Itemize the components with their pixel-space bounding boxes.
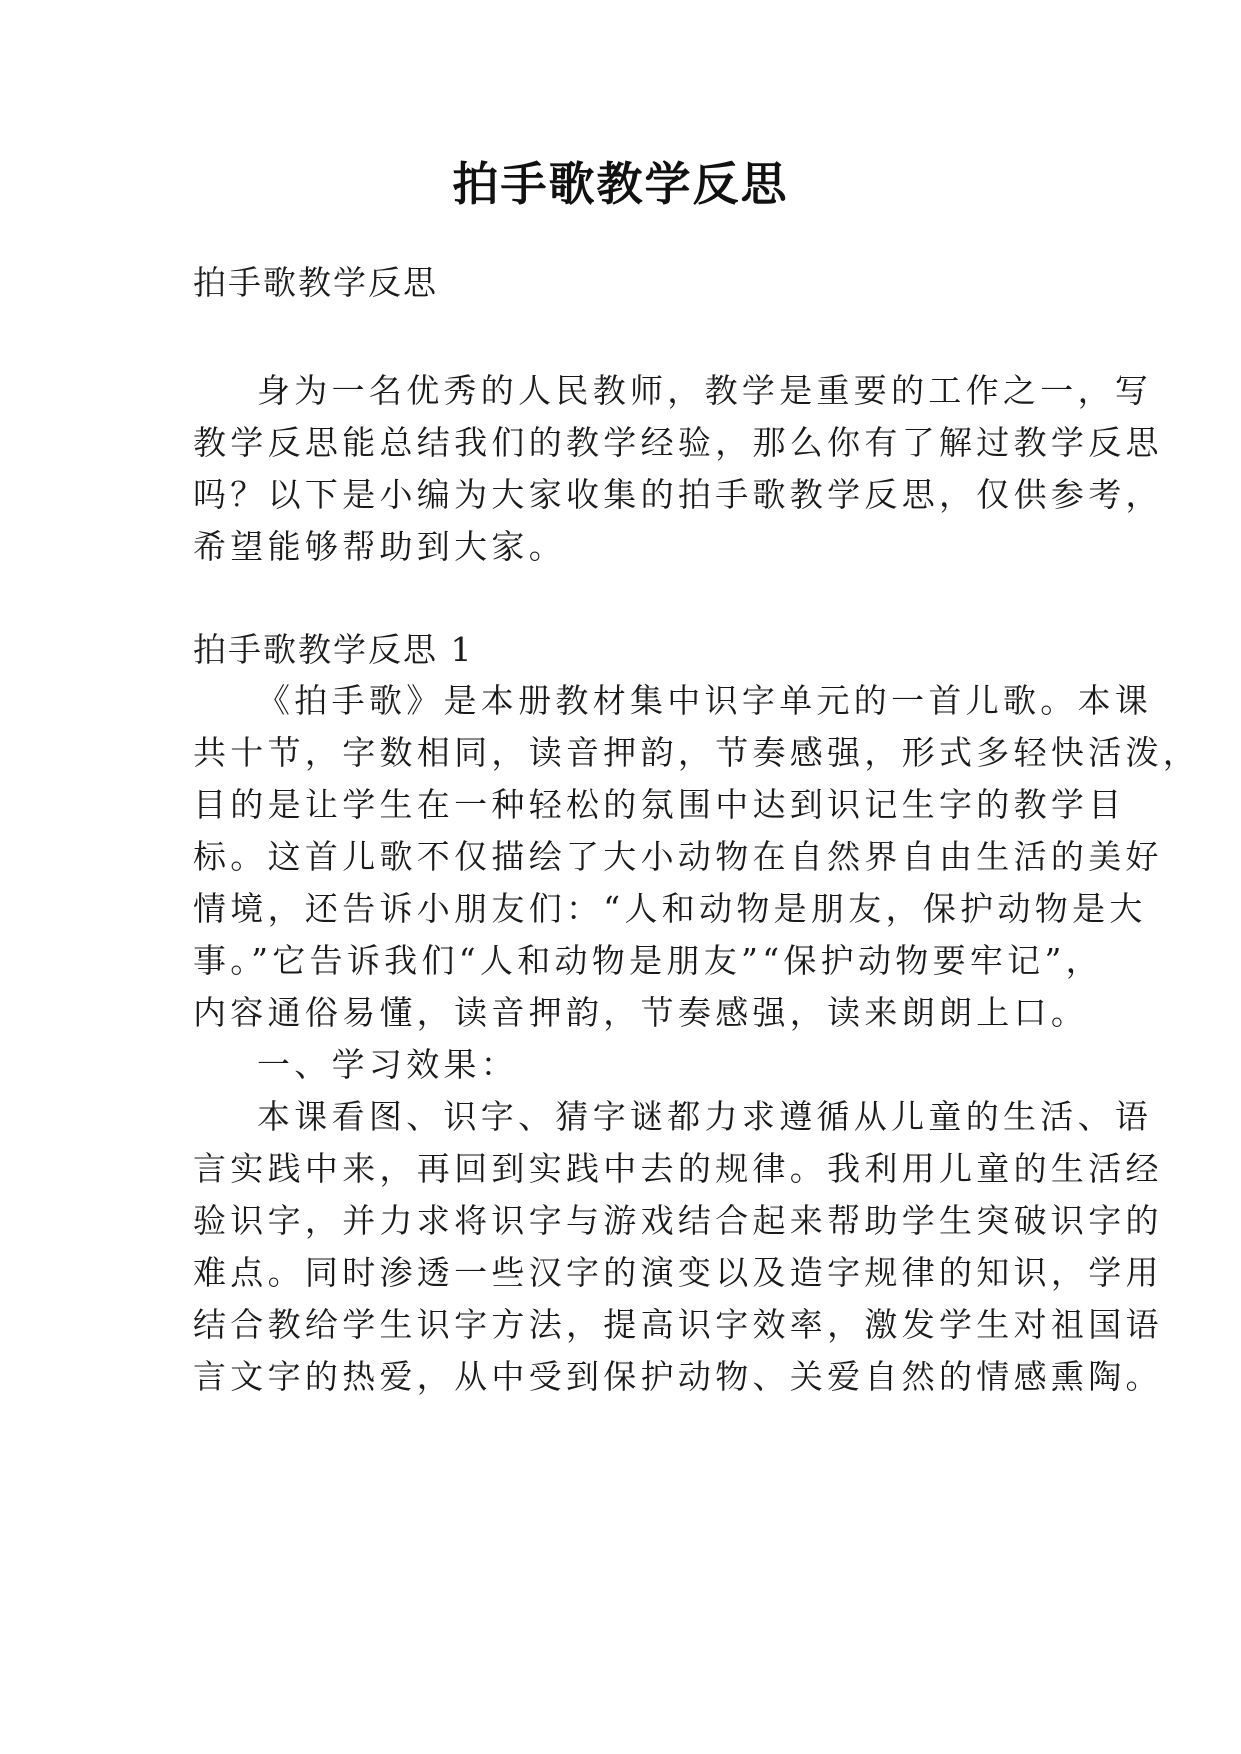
paragraph-line: 标。这首儿歌不仅描绘了大小动物在自然界自由生活的美好 (193, 837, 1163, 876)
intro-line: 吗？以下是小编为大家收集的拍手歌教学反思，仅供参考， (193, 475, 1163, 514)
paragraph-line: 本课看图、识字、猜字谜都力求遵循从儿童的生活、语 (257, 1097, 1153, 1136)
paragraph-line: 言文字的热爱，从中受到保护动物、关爱自然的情感熏陶。 (193, 1357, 1163, 1396)
intro-line: 身为一名优秀的人民教师，教学是重要的工作之一，写 (257, 371, 1153, 410)
paragraph-line: 言实践中来，再回到实践中去的规律。我利用儿童的生活经 (193, 1149, 1163, 1188)
paragraph-line: 验识字，并力求将识字与游戏结合起来帮助学生突破识字的 (193, 1201, 1163, 1240)
paragraph-line: 情境，还告诉小朋友们：“人和动物是朋友，保护动物是大 (193, 889, 1147, 928)
document-title: 拍手歌教学反思 (452, 157, 789, 211)
paragraph-line: 目的是让学生在一种轻松的氛围中达到识记生字的教学目 (193, 785, 1126, 824)
section-heading: 拍手歌教学反思 1 (193, 630, 474, 669)
intro-line: 教学反思能总结我们的教学经验，那么你有了解过教学反思 (193, 423, 1163, 462)
paragraph-line: 结合教给学生识字方法，提高识字效率，激发学生对祖国语 (193, 1305, 1163, 1344)
paragraph-line: 事。”它告诉我们“人和动物是朋友”“保护动物要牢记”， (193, 941, 1103, 980)
paragraph-line: 内容通俗易懂，读音押韵，节奏感强，读来朗朗上口。 (193, 993, 1089, 1032)
paragraph-line: 难点。同时渗透一些汉字的演变以及造字规律的知识，学用 (193, 1253, 1163, 1292)
intro-line: 希望能够帮助到大家。 (193, 527, 566, 566)
sub-heading: 一、学习效果： (257, 1045, 519, 1084)
paragraph-line: 《拍手歌》是本册教材集中识字单元的一首儿歌。本课 (257, 681, 1153, 720)
paragraph-line: 共十节，字数相同，读音押韵，节奏感强，形式多轻快活泼， (193, 733, 1201, 772)
document-subtitle: 拍手歌教学反思 (193, 263, 438, 302)
